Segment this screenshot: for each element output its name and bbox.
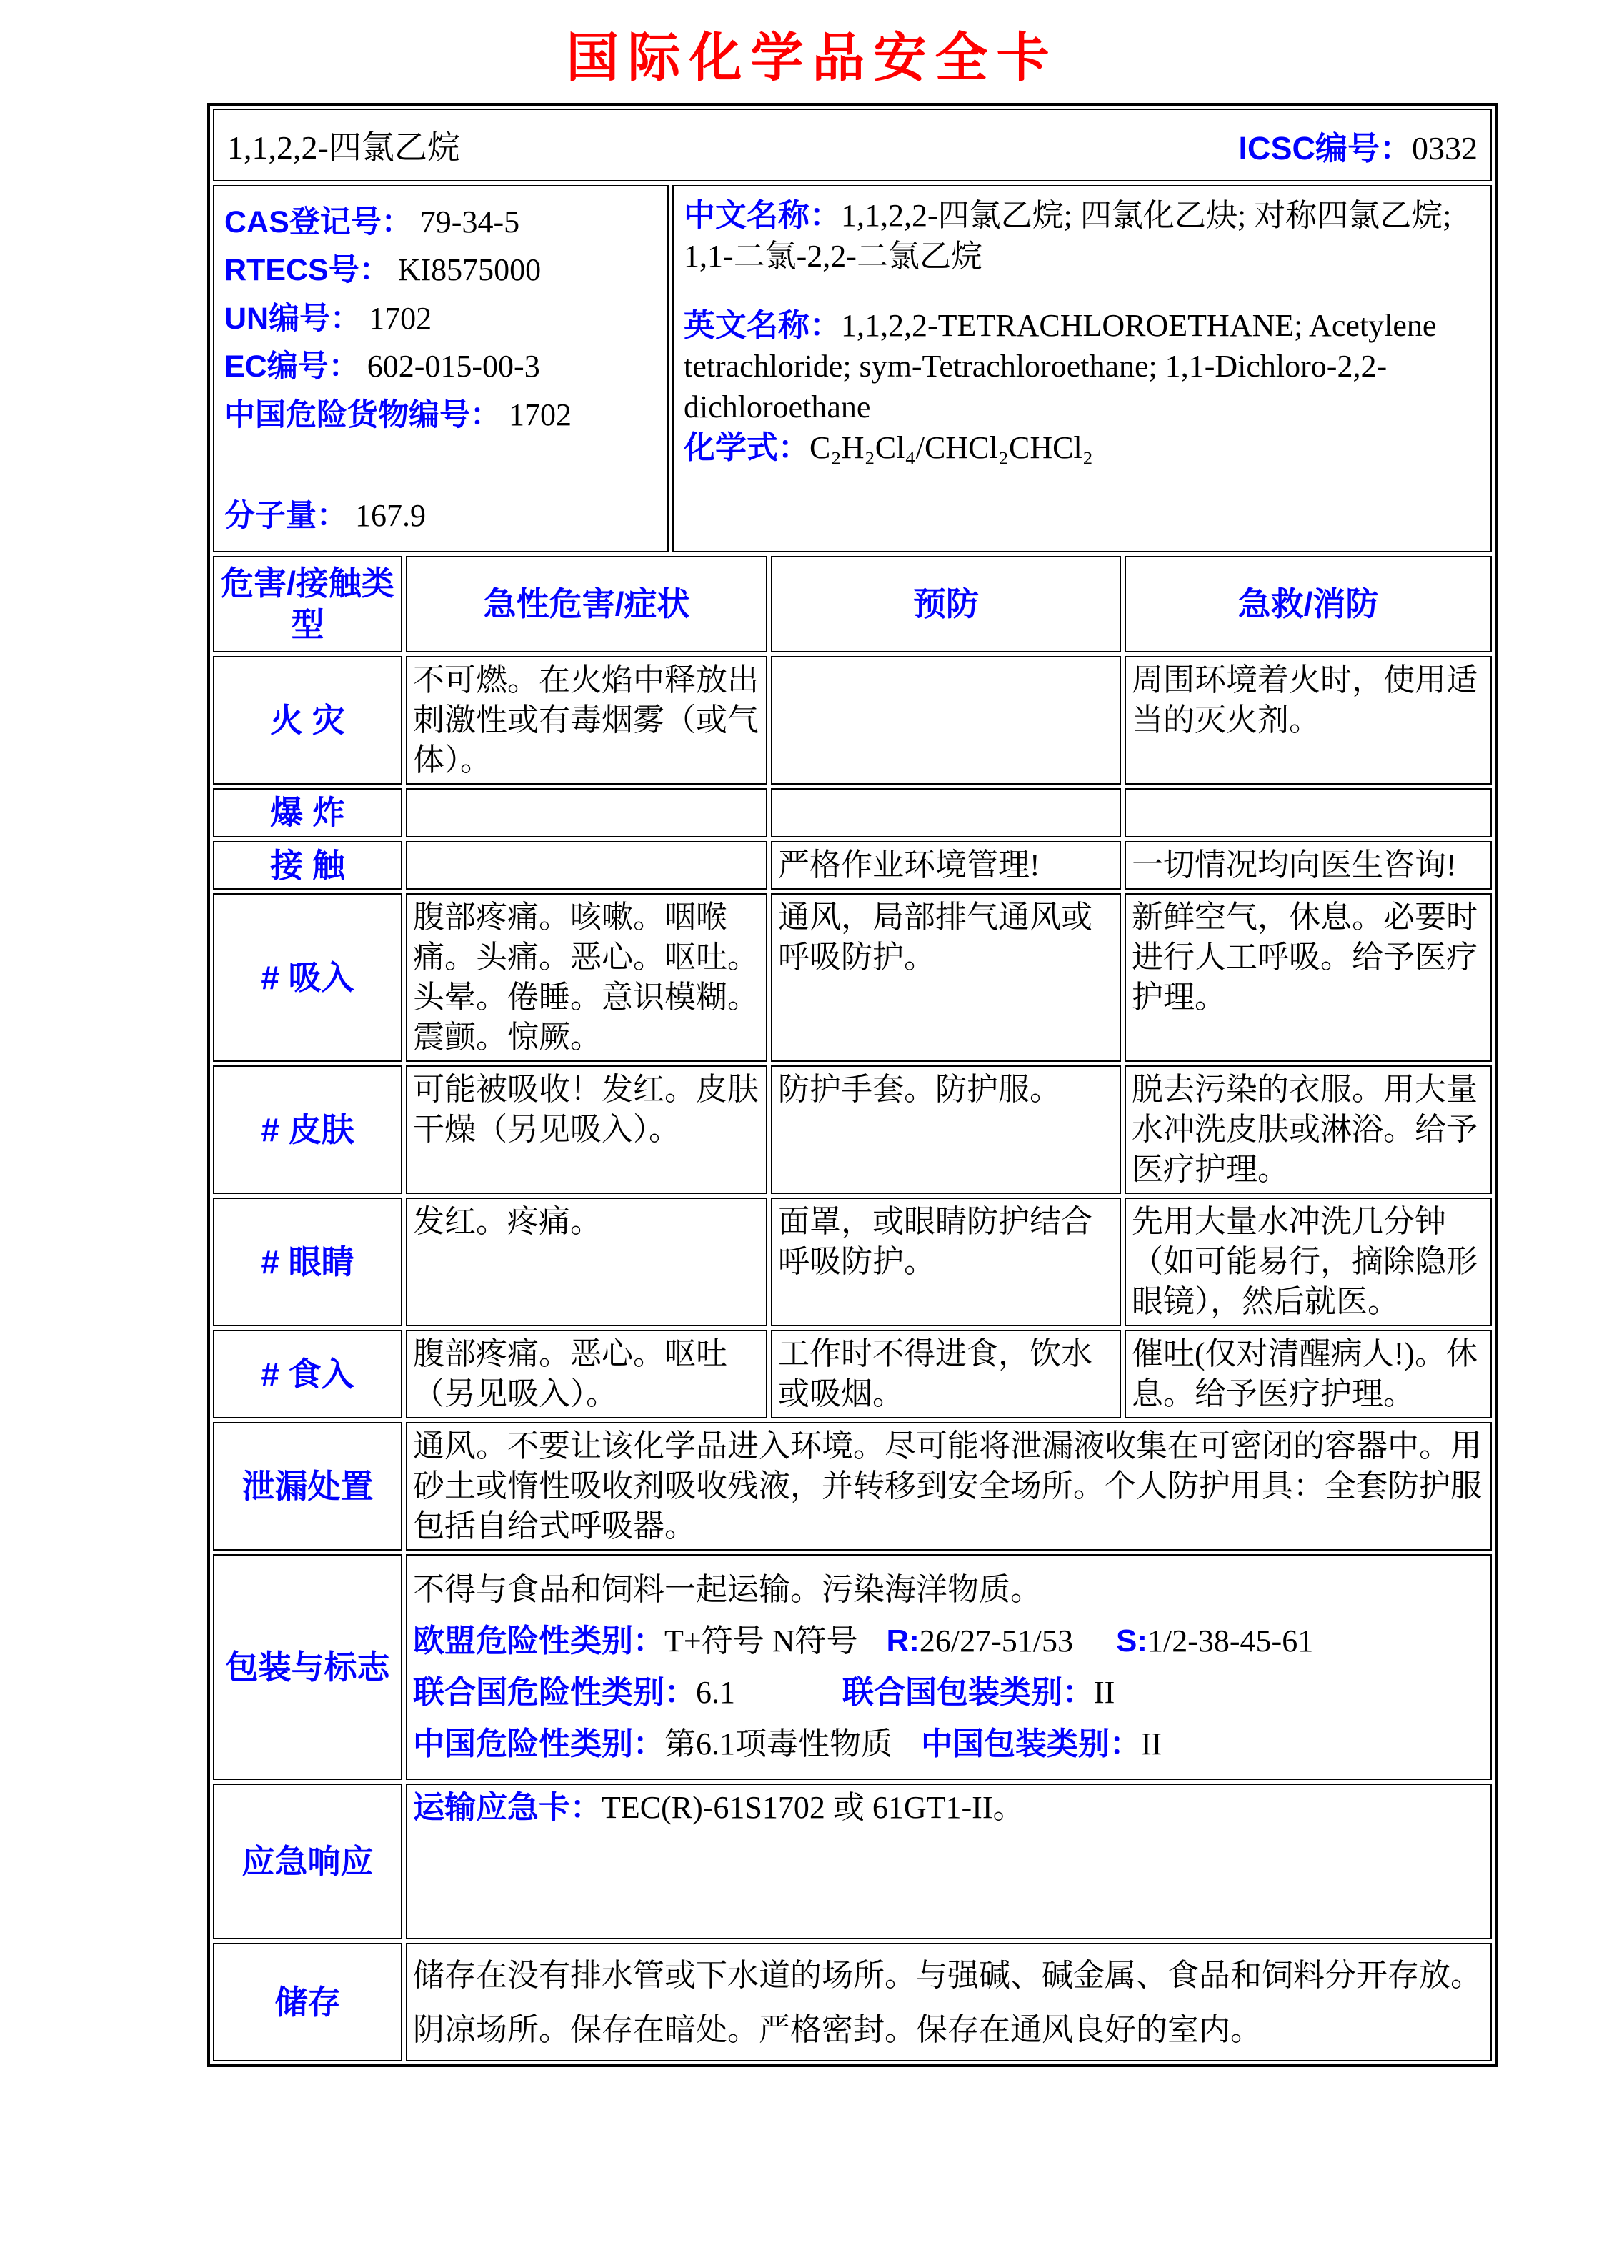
contact-row xyxy=(213,841,1492,890)
contact-symptoms xyxy=(406,841,767,890)
identification-row xyxy=(213,185,1492,552)
safety-card xyxy=(207,103,1498,2067)
ingestion-prevention: 工作时不得进食，饮水或吸烟。 xyxy=(771,1330,1121,1418)
skin-row xyxy=(213,1065,1492,1194)
cn-dg-label: 中国危险货物编号： xyxy=(224,397,501,432)
identifiers-cell xyxy=(213,185,669,552)
icsc-number: 0332 xyxy=(1412,129,1478,166)
fire-symptoms: 不可燃。在火焰中释放出刺激性或有毒烟雾（或气体）。 xyxy=(406,656,767,785)
fire-label: 火 灾 xyxy=(213,656,402,785)
explosion-label: 爆 炸 xyxy=(213,788,402,837)
inhalation-label: # 吸入 xyxy=(213,893,402,1062)
ec-value: 602-015-00-3 xyxy=(367,349,540,384)
name-cell xyxy=(213,109,1492,181)
cas-line xyxy=(224,201,657,243)
eu-hazard-value: T+符号 N符号 xyxy=(664,1623,858,1659)
chinese-name-block xyxy=(684,195,1480,277)
transport-note: 不得与食品和饲料一起运输。污染海洋物质。 xyxy=(413,1572,1042,1608)
skin-firstaid: 脱去污染的衣服。用大量水冲洗皮肤或淋浴。给予医疗护理。 xyxy=(1125,1065,1492,1194)
header-symptoms: 急性危害/症状 xyxy=(406,556,767,652)
hazard-header-row xyxy=(213,556,1492,652)
packaging-row xyxy=(213,1554,1492,1780)
molecular-weight-line xyxy=(224,494,657,537)
explosion-row xyxy=(213,788,1492,837)
skin-symptoms: 可能被吸收！发红。皮肤干燥（另见吸入）。 xyxy=(406,1065,767,1194)
english-name-label: 英文名称： xyxy=(684,308,841,343)
un-pack-value: II xyxy=(1094,1675,1115,1711)
cn-pack-value: II xyxy=(1141,1726,1162,1762)
s-phrase-label: S: xyxy=(1116,1623,1148,1659)
inhalation-prevention: 通风，局部排气通风或呼吸防护。 xyxy=(771,893,1121,1062)
transport-card-label: 运输应急卡： xyxy=(413,1790,602,1826)
un-label: UN编号： xyxy=(224,301,362,336)
inhalation-symptoms: 腹部疼痛。咳嗽。咽喉痛。头痛。恶心。呕吐。头晕。倦睡。意识模糊。震颤。惊厥。 xyxy=(406,893,767,1062)
eye-symptoms: 发红。疼痛。 xyxy=(406,1198,767,1326)
storage-label: 储存 xyxy=(213,1943,402,2061)
packaging-content xyxy=(406,1554,1492,1780)
spill-content: 通风。不要让该化学品进入环境。尽可能将泄漏液收集在可密闭的容器中。用砂土或惰性吸收剂吸收残液，并转移到安全场所。个人防护用具：全套防护服包括自给式呼吸器。 xyxy=(406,1422,1492,1551)
storage-row xyxy=(213,1943,1492,2061)
transport-card-value: TEC(R)-61S1702 或 61GT1-II。 xyxy=(602,1790,1025,1826)
fire-firstaid: 周围环境着火时，使用适当的灭火剂。 xyxy=(1125,656,1492,785)
contact-label: 接 触 xyxy=(213,841,402,890)
eye-row xyxy=(213,1198,1492,1326)
cn-dg-value: 1702 xyxy=(509,397,572,432)
chinese-name-label: 中文名称： xyxy=(684,198,841,233)
icsc-label: ICSC编号： xyxy=(1238,129,1412,166)
rtecs-label: RTECS号： xyxy=(224,253,390,288)
chemical-name: 1,1,2,2-四氯乙烷 xyxy=(227,129,460,166)
eu-hazard-label: 欧盟危险性类别： xyxy=(413,1623,664,1659)
contact-firstaid: 一切情况均向医生咨询! xyxy=(1125,841,1492,890)
explosion-prevention xyxy=(771,788,1121,837)
emergency-row xyxy=(213,1784,1492,1939)
r-phrase-value: 26/27-51/53 xyxy=(919,1623,1074,1659)
un-line xyxy=(224,297,657,339)
eye-label: # 眼睛 xyxy=(213,1198,402,1326)
page-title: 国际化学品安全卡 xyxy=(566,28,1058,87)
rtecs-value: KI8575000 xyxy=(397,252,542,288)
ingestion-label: # 食入 xyxy=(213,1330,402,1418)
ingestion-firstaid: 催吐(仅对清醒病人!)。休息。给予医疗护理。 xyxy=(1125,1330,1492,1418)
un-hazard-value: 6.1 xyxy=(696,1675,735,1711)
explosion-firstaid xyxy=(1125,788,1492,837)
un-class-line xyxy=(413,1673,1485,1713)
un-hazard-label: 联合国危险性类别： xyxy=(413,1675,696,1711)
chinese-name-value: 1,1,2,2-四氯乙烷; 四氯化乙炔; 对称四氯乙烷; 1,1-二氯-2,2-二氯乙烷 xyxy=(684,198,1452,274)
emergency-content xyxy=(406,1784,1492,1939)
cn-hazard-label: 中国危险性类别： xyxy=(413,1726,664,1762)
name-row xyxy=(213,109,1492,181)
cn-dangerous-goods-line xyxy=(224,394,657,436)
cas-value: 79-34-5 xyxy=(419,204,520,239)
english-name-block xyxy=(684,305,1480,427)
formula-label: 化学式： xyxy=(684,430,809,465)
english-name-value: 1,1,2,2-TETRACHLOROETHANE; Acetylene tetrachloride; sym-Tetrachloroethane; 1,1-Dichloro-2,2-dichloroethane xyxy=(684,308,1437,424)
contact-prevention: 严格作业环境管理! xyxy=(771,841,1121,890)
inhalation-row xyxy=(213,893,1492,1062)
mw-value: 167.9 xyxy=(355,497,426,533)
un-pack-label: 联合国包装类别： xyxy=(842,1675,1094,1711)
un-value: 1702 xyxy=(369,300,432,336)
ingestion-row xyxy=(213,1330,1492,1418)
cn-hazard-value: 第6.1项毒性物质 xyxy=(664,1726,892,1762)
s-phrase-value: 1/2-38-45-61 xyxy=(1147,1623,1314,1659)
mw-label: 分子量： xyxy=(224,498,347,533)
cn-class-line xyxy=(413,1724,1485,1764)
cas-label: CAS登记号： xyxy=(224,205,412,239)
eye-firstaid: 先用大量水冲洗几分钟（如可能易行，摘除隐形眼镜），然后就医。 xyxy=(1125,1198,1492,1326)
spill-row xyxy=(213,1422,1492,1551)
skin-label: # 皮肤 xyxy=(213,1065,402,1194)
spill-label: 泄漏处置 xyxy=(213,1422,402,1551)
formula-value: C₂H₂Cl₄/CHCl₂CHCl₂ xyxy=(809,430,1094,465)
fire-prevention xyxy=(771,656,1121,785)
r-phrase-label: R: xyxy=(886,1623,920,1659)
eye-prevention: 面罩，或眼睛防护结合呼吸防护。 xyxy=(771,1198,1121,1326)
formula-line xyxy=(684,427,1480,468)
eu-hazard-line xyxy=(413,1621,1485,1661)
header-prevention: 预防 xyxy=(771,556,1121,652)
header-hazard-type: 危害/接触类型 xyxy=(213,556,402,652)
rtecs-line xyxy=(224,249,657,291)
storage-content: 储存在没有排水管或下水道的场所。与强碱、碱金属、食品和饲料分开存放。阴凉场所。保存在暗处。严格密封。保存在通风良好的室内。 xyxy=(406,1943,1492,2061)
cn-pack-label: 中国包装类别： xyxy=(921,1726,1141,1762)
names-cell xyxy=(672,185,1492,552)
ec-label: EC编号： xyxy=(224,349,359,384)
ingestion-symptoms: 腹部疼痛。恶心。呕吐（另见吸入）。 xyxy=(406,1330,767,1418)
inhalation-firstaid: 新鲜空气，休息。必要时进行人工呼吸。给予医疗护理。 xyxy=(1125,893,1492,1062)
header-firstaid: 急救/消防 xyxy=(1125,556,1492,652)
packaging-label: 包装与标志 xyxy=(213,1554,402,1780)
fire-row xyxy=(213,656,1492,785)
explosion-symptoms xyxy=(406,788,767,837)
ec-line xyxy=(224,345,657,387)
skin-prevention: 防护手套。防护服。 xyxy=(771,1065,1121,1194)
emergency-label: 应急响应 xyxy=(213,1784,402,1939)
icsc-number-group xyxy=(1238,122,1478,169)
